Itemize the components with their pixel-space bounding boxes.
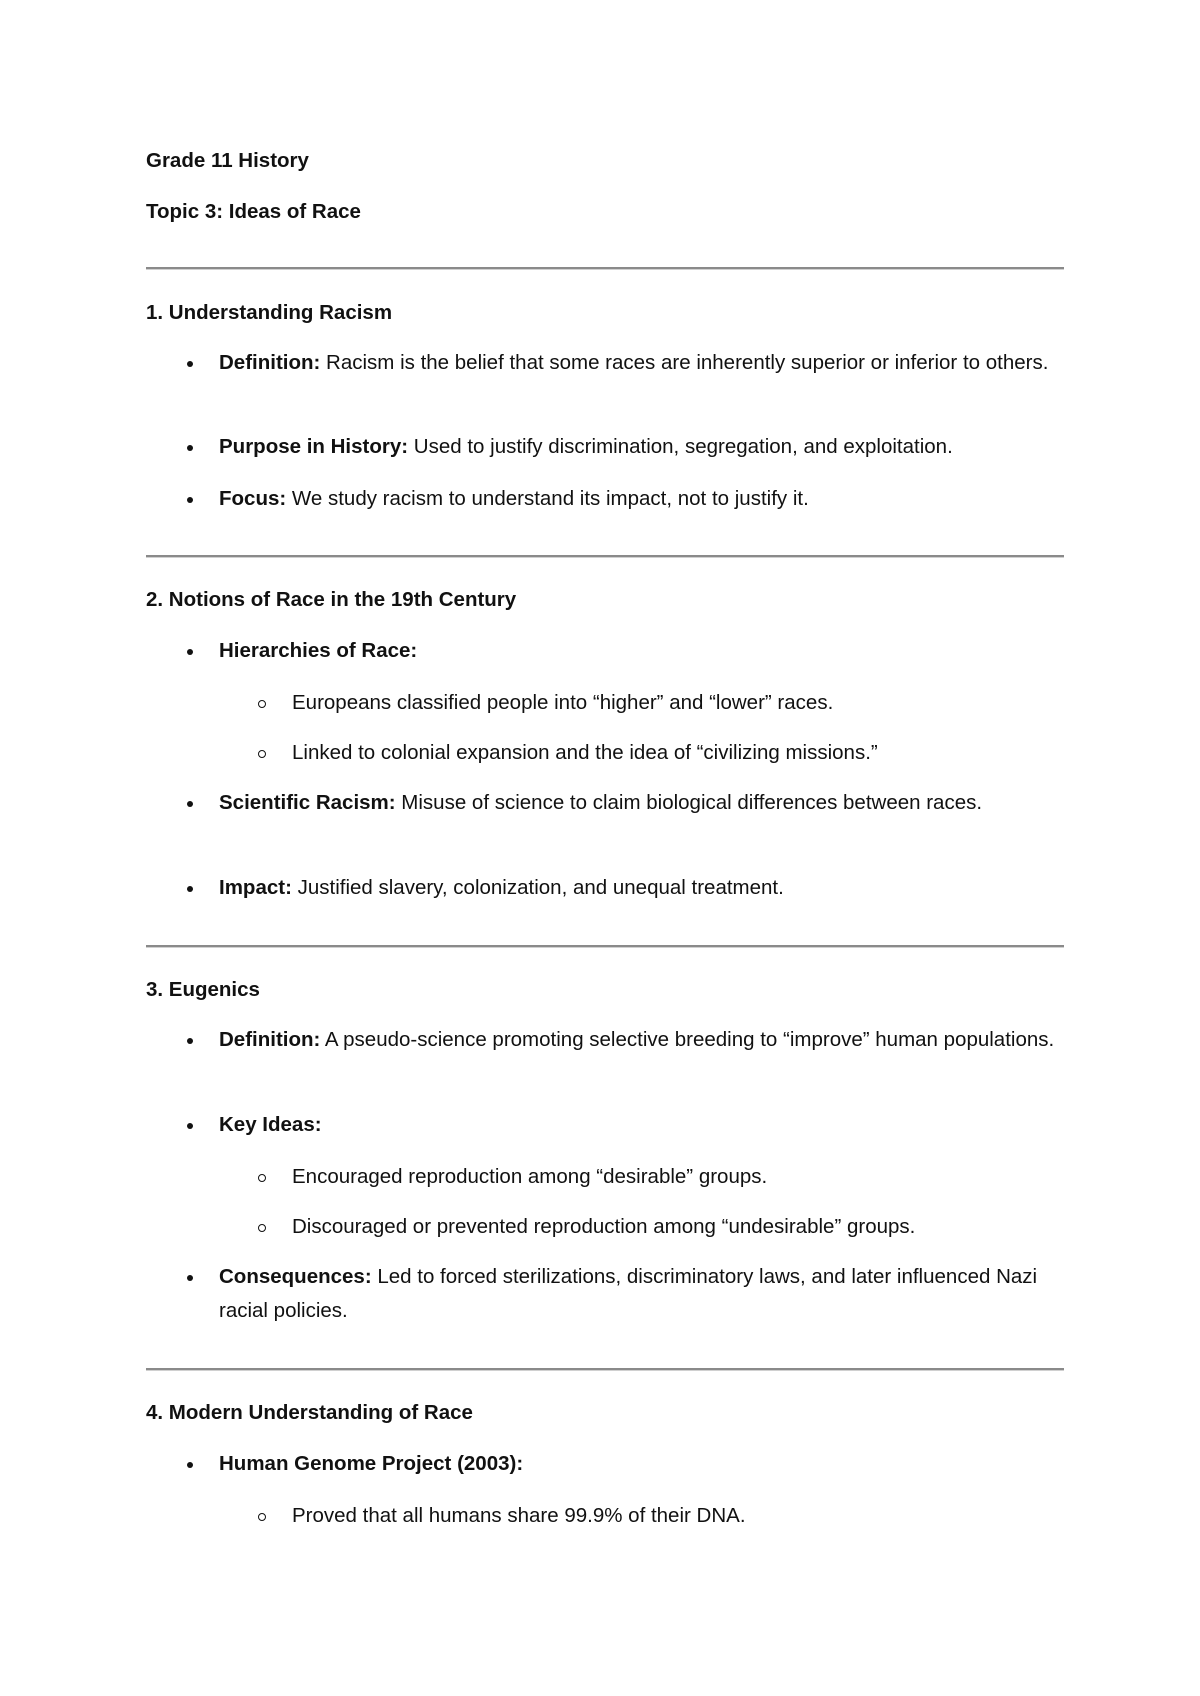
- circle-bullet-icon: [258, 700, 266, 708]
- item-label: Key Ideas:: [219, 1113, 322, 1136]
- topic-title: Topic 3: Ideas of Race: [146, 200, 361, 223]
- sub-item-text: Europeans classified people into “higher” and “lower” races.: [292, 691, 834, 714]
- divider: [146, 267, 1064, 270]
- list-item: [219, 634, 1069, 668]
- item-label: Definition:: [219, 351, 321, 374]
- item-text: Misuse of science to claim biological differences between races.: [395, 791, 983, 814]
- divider: [146, 945, 1064, 948]
- list-item: [219, 482, 1069, 516]
- circle-bullet-icon: [258, 1513, 266, 1521]
- item-label: Purpose in History:: [219, 435, 409, 458]
- bullet-icon: [187, 1038, 193, 1044]
- sub-item-text: Linked to colonial expansion and the idea of “civilizing missions.”: [292, 741, 878, 764]
- bullet-icon: [187, 1123, 193, 1129]
- list-item: [219, 786, 1069, 820]
- item-text: Racism is the belief that some races are inherently superior or inferior to others.: [320, 351, 1049, 374]
- list-item: [219, 346, 1069, 380]
- bullet-icon: [187, 1462, 193, 1468]
- list-item: [219, 430, 1069, 464]
- item-label: Consequences:: [219, 1265, 372, 1288]
- item-label: Human Genome Project (2003):: [219, 1452, 524, 1475]
- bullet-icon: [187, 1275, 193, 1281]
- bullet-icon: [187, 649, 193, 655]
- section-heading: 1. Understanding Racism: [146, 301, 393, 324]
- item-label: Focus:: [219, 487, 287, 510]
- bullet-icon: [187, 801, 193, 807]
- divider: [146, 555, 1064, 558]
- item-label: Definition:: [219, 1028, 321, 1051]
- section-heading: 3. Eugenics: [146, 978, 260, 1001]
- circle-bullet-icon: [258, 750, 266, 758]
- bullet-icon: [187, 361, 193, 367]
- sub-list-item: [292, 1499, 1072, 1533]
- sub-item-text: Encouraged reproduction among “desirable” groups.: [292, 1165, 768, 1188]
- item-text: Led to forced sterilizations, discriminatory laws, and later influenced Nazi racial policies.: [219, 1265, 1038, 1322]
- list-item: [219, 871, 1069, 905]
- sub-list-item: [292, 1160, 1072, 1194]
- bullet-icon: [187, 445, 193, 451]
- item-label: Scientific Racism:: [219, 791, 396, 814]
- circle-bullet-icon: [258, 1174, 266, 1182]
- course-title: Grade 11 History: [146, 149, 309, 172]
- item-label: Impact:: [219, 876, 292, 899]
- sub-list-item: [292, 686, 1072, 720]
- section-heading: 4. Modern Understanding of Race: [146, 1401, 473, 1424]
- item-text: A pseudo-science promoting selective breeding to “improve” human populations.: [320, 1028, 1055, 1051]
- sub-list-item: [292, 736, 1072, 770]
- item-text: Justified slavery, colonization, and unequal treatment.: [291, 876, 784, 899]
- list-item: [219, 1260, 1069, 1328]
- bullet-icon: [187, 497, 193, 503]
- item-text: Used to justify discrimination, segregation, and exploitation.: [408, 435, 953, 458]
- divider: [146, 1368, 1064, 1371]
- list-item: [219, 1447, 1069, 1481]
- sub-item-text: Proved that all humans share 99.9% of their DNA.: [292, 1504, 746, 1527]
- section-heading: 2. Notions of Race in the 19th Century: [146, 588, 517, 611]
- sub-list-item: [292, 1210, 1072, 1244]
- list-item: [219, 1023, 1069, 1057]
- item-label: Hierarchies of Race:: [219, 639, 418, 662]
- sub-item-text: Discouraged or prevented reproduction among “undesirable” groups.: [292, 1215, 916, 1238]
- item-text: We study racism to understand its impact, not to justify it.: [286, 487, 809, 510]
- circle-bullet-icon: [258, 1224, 266, 1232]
- list-item: [219, 1108, 1069, 1142]
- bullet-icon: [187, 886, 193, 892]
